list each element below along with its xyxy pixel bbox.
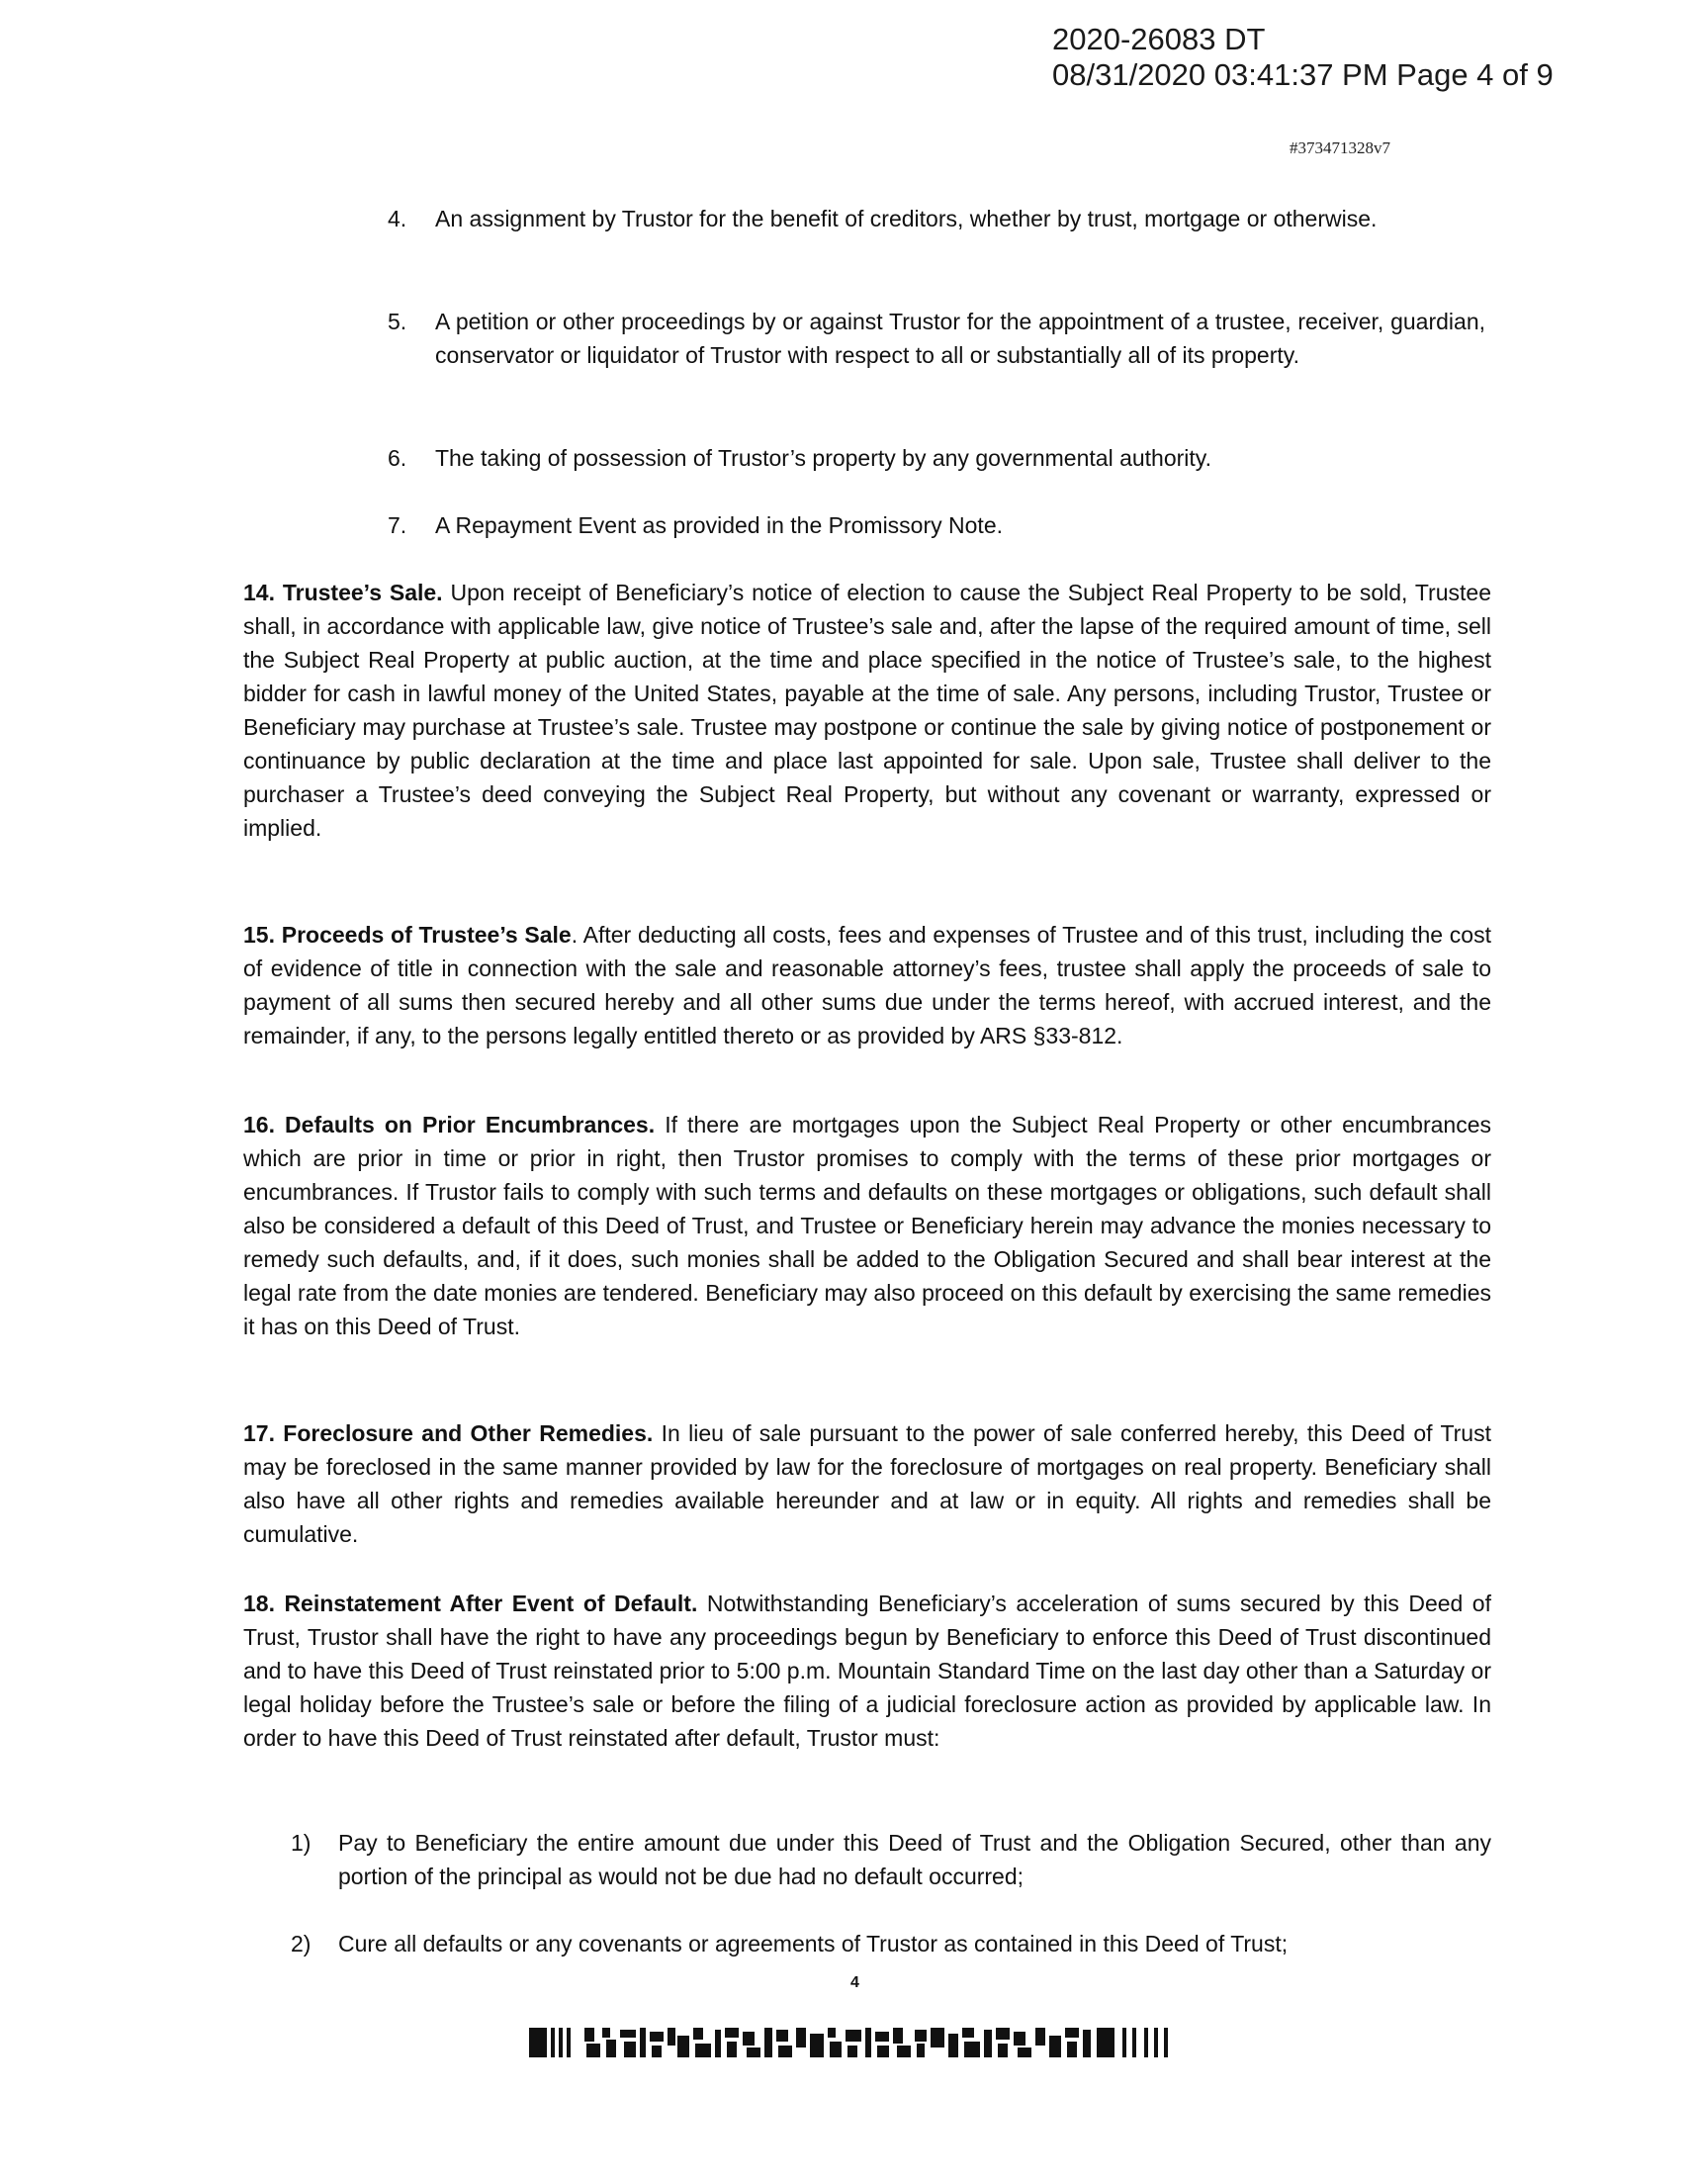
list-item [388, 508, 1485, 542]
section-heading: 18. Reinstatement After Event of Default. [243, 1591, 698, 1616]
list-item [291, 1927, 1491, 1960]
list-item-text: Pay to Beneficiary the entire amount due under this Deed of Trust and the Obligation Secured, other than any portion of the principal as would not be due had no default occurred; [338, 1830, 1491, 1889]
section-foreclosure-remedies [243, 1416, 1491, 1551]
section-text: . After deducting all costs, fees and expenses of Trustee and of this trust, including the cost of evidence of title in connection with the sale and reasonable attorney’s fees, trustee shall apply the proceeds of sale to payment of all sums then secured hereby and all other sums due under the terms hereof, with accrued interest, and the remainder, if any, to the persons legally entitled thereto or as provided by ARS §33-812. [243, 922, 1491, 1048]
list-item-text: An assignment by Trustor for the benefit of creditors, whether by trust, mortgage or otherwise. [435, 206, 1378, 231]
section-text: In lieu of sale pursuant to the power of sale conferred hereby, this Deed of Trust may be foreclosed in the same manner provided by law for the foreclosure of mortgages on real property. Beneficiary shall also have all other rights and remedies available hereunder and at law or in equity. All rights and remedies shall be cumulative. [243, 1420, 1491, 1547]
section-heading: 16. Defaults on Prior Encumbrances. [243, 1112, 656, 1138]
list-item-number: 5. [388, 309, 407, 334]
section-proceeds-of-sale [243, 918, 1491, 1052]
document-reference: #373471328v7 [1290, 138, 1390, 157]
page-number: 4 [850, 1974, 859, 1991]
list-item-number: 7. [388, 512, 407, 538]
recorded-timestamp: 08/31/2020 03:41:37 PM Page 4 of 9 [1052, 57, 1554, 92]
barcode-icon [529, 2026, 1187, 2059]
list-item-text: Cure all defaults or any covenants or agreements of Trustor as contained in this Deed of Trust; [338, 1931, 1289, 1956]
list-item-text: The taking of possession of Trustor’s property by any governmental authority. [435, 445, 1211, 471]
section-defaults-prior-encumbrances [243, 1108, 1491, 1343]
recording-stamp [1052, 22, 1554, 93]
section-heading: 14. Trustee’s Sale. [243, 580, 443, 605]
list-item-number: 4. [388, 206, 407, 231]
section-trustees-sale [243, 576, 1491, 845]
list-item [388, 202, 1485, 235]
list-item-number: 6. [388, 445, 407, 471]
list-item [291, 1826, 1491, 1893]
section-heading: 15. Proceeds of Trustee’s Sale [243, 922, 572, 948]
list-item-text: A Repayment Event as provided in the Promissory Note. [435, 512, 1004, 538]
section-reinstatement [243, 1587, 1491, 1755]
list-item-number: 2) [291, 1931, 312, 1956]
section-text: If there are mortgages upon the Subject Real Property or other encumbrances which are prior in time or prior in right, then Trustor promises to comply with the terms of these prior mortgages or encumbrances. If Trustor fails to comply with such terms and defaults on these mortgages or obligations, such default shall also be considered a default of this Deed of Trust, and Trustee or Beneficiary herein may advance the monies necessary to remedy such defaults, and, if it does, such monies shall be added to the Obligation Secured and shall bear interest at the legal rate from the date monies are tendered. Beneficiary may also proceed on this default by exercising the same remedies it has on this Deed of Trust. [243, 1112, 1492, 1339]
list-item-number: 1) [291, 1830, 312, 1856]
section-text: Notwithstanding Beneficiary’s acceleration of sums secured by this Deed of Trust, Trustor shall have the right to have any proceedings begun by Beneficiary to enforce this Deed of Trust discontinued and to have this Deed of Trust reinstated prior to 5:00 p.m. Mountain Standard Time on the last day other than a Saturday or legal holiday before the Trustee’s sale or before the filing of a judicial foreclosure action as provided by applicable law. In order to have this Deed of Trust reinstated after default, Trustor must: [243, 1591, 1491, 1751]
list-item-text: A petition or other proceedings by or against Trustor for the appointment of a trustee, receiver, guardian, conservator or liquidator of Trustor with respect to all or substantially all of its property. [435, 309, 1485, 368]
record-number: 2020-26083 DT [1052, 22, 1266, 56]
section-heading: 17. Foreclosure and Other Remedies. [243, 1420, 654, 1446]
list-item [388, 305, 1485, 372]
list-item [388, 441, 1485, 475]
section-text: Upon receipt of Beneficiary’s notice of election to cause the Subject Real Property to be sold, Trustee shall, in accordance with applicable law, give notice of Trustee’s sale and, after the lapse of the required amount of time, sell the Subject Real Property at public auction, at the time and place specified in the notice of Trustee’s sale, to the highest bidder for cash in lawful money of the United States, payable at the time of sale. Any persons, including Trustor, Trustee or Beneficiary may purchase at Trustee’s sale. Trustee may postpone or continue the sale by giving notice of postponement or continuance by public declaration at the time and place last appointed for sale. Upon sale, Trustee shall deliver to the purchaser a Trustee’s deed conveying the Subject Real Property, but without any covenant or warranty, expressed or implied. [243, 580, 1491, 841]
